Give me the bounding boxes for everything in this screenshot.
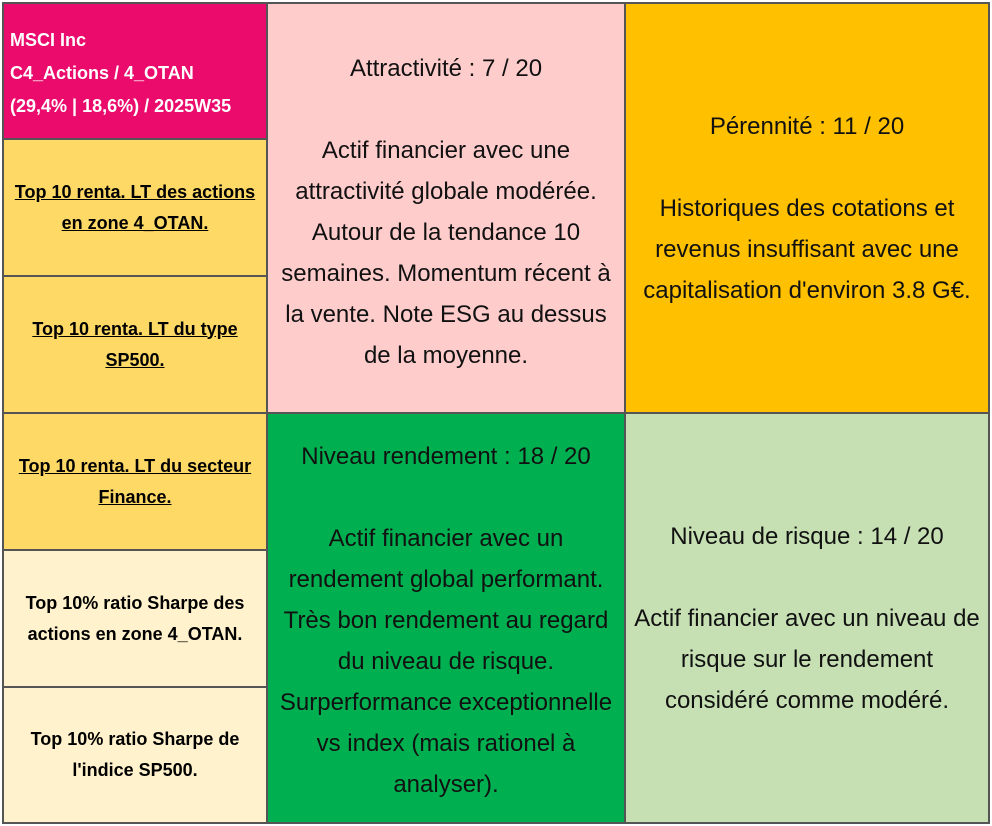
risque-line: risque sur le rendement <box>680 645 934 673</box>
risque-line: Actif financier avec un niveau de <box>634 604 980 632</box>
perennite-line: capitalisation d'environ 3.8 G€. <box>643 276 971 304</box>
badge-top10-type-line2: SP500. <box>105 349 165 370</box>
badge-sharpe-zone <box>2 549 268 688</box>
rendement-panel <box>266 412 626 824</box>
asset-name: MSCI Inc <box>10 30 87 50</box>
risque-line: considéré comme modéré. <box>664 686 950 714</box>
badge-top10-sector[interactable] <box>2 412 268 551</box>
asset-title-cell <box>2 2 268 140</box>
badge-sharpe-zone-line2: actions en zone 4_OTAN. <box>27 623 243 644</box>
badge-top10-zone-line1: Top 10 renta. LT des actions <box>14 181 256 202</box>
asset-stats: (29,4% | 18,6%) / 2025W35 <box>10 96 232 116</box>
badge-top10-type-line1: Top 10 renta. LT du type <box>32 318 238 339</box>
rendement-line: du niveau de risque. <box>337 648 555 675</box>
rendement-line: Actif financier avec un <box>328 525 564 552</box>
perennite-title: Pérennité : 11 / 20 <box>709 112 905 140</box>
badge-top10-zone-line2: en zone 4_OTAN. <box>61 212 209 233</box>
asset-category: C4_Actions / 4_OTAN <box>10 63 194 83</box>
attractivite-line: attractivité globale modérée. <box>295 178 597 205</box>
attractivite-title: Attractivité : 7 / 20 <box>349 55 543 82</box>
perennite-line: Historiques des cotations et <box>659 194 955 222</box>
rendement-line: rendement global performant. <box>288 566 604 593</box>
badge-top10-type[interactable] <box>2 275 268 414</box>
perennite-line: revenus insuffisant avec une <box>655 235 959 263</box>
badge-sharpe-index <box>2 686 268 824</box>
attractivite-line: Actif financier avec une <box>321 137 571 164</box>
rendement-line: analyser). <box>393 771 499 798</box>
risque-title: Niveau de risque : 14 / 20 <box>670 522 944 550</box>
attractivite-line: semaines. Momentum récent à <box>281 260 611 287</box>
badge-top10-sector-line1: Top 10 renta. LT du secteur <box>18 455 252 476</box>
badge-sharpe-zone-line1: Top 10% ratio Sharpe des <box>25 592 245 613</box>
badge-sharpe-index-line2: l'indice SP500. <box>72 760 198 780</box>
perennite-panel <box>624 2 990 414</box>
rendement-line: vs index (mais rationel à <box>316 730 576 757</box>
rendement-line: Surperformance exceptionnelle <box>279 689 613 716</box>
attractivite-line: la vente. Note ESG au dessus <box>285 301 607 328</box>
risque-panel <box>624 412 990 824</box>
badge-top10-zone[interactable] <box>2 138 268 277</box>
attractivite-line: Autour de la tendance 10 <box>311 219 581 246</box>
badge-top10-sector-line2: Finance. <box>98 486 172 507</box>
badge-sharpe-index-line1: Top 10% ratio Sharpe de <box>30 729 240 749</box>
rendement-line: Très bon rendement au regard <box>283 607 609 634</box>
rendement-title: Niveau rendement : 18 / 20 <box>301 443 591 470</box>
attractivite-panel <box>266 2 626 414</box>
attractivite-line: de la moyenne. <box>363 342 529 369</box>
